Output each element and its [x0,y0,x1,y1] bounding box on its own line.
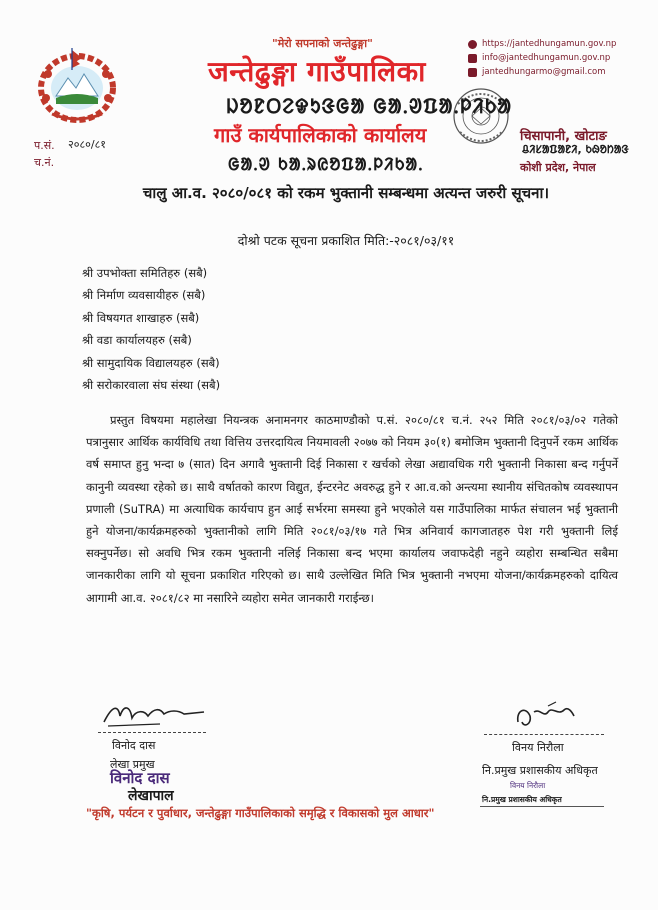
website-link[interactable]: https://jantedhungamun.gov.np [482,39,617,49]
province: कोशी प्रदेश, नेपाल [520,161,596,174]
admin-officer-name: विनय निरौला [512,741,564,754]
email-link[interactable]: info@jantedhungamun.gov.np [482,53,611,63]
gmail-row [468,65,616,79]
office-location-script: ᱪᱤᱥᱟᱯᱟᱱᱤ, ᱠᱷᱚᱴᱟᱝ [522,143,629,156]
body-paragraph: प्रस्तुत विषयमा महालेखा नियन्त्रक अनामनगर काठमाण्डौको प.सं. २०८०/८१ च.नं. २५२ मिति २०८१/०३/०२ गतेको पत्रानुसार आर्थिक कार्यविधि तथा वित्तिय उत्तरदायित्व नियमावली २०७७ को नियम ३०(१) बमोजिम भुक्तानी दिनुपर्ने रकम आर्थिक वर्ष समाप्त हुनु भन्दा ७ (सात) दिन अगावै भुक्तानी दिई निकासा र खर्चको लेखा अद्यावधिक गरी भुक्तानी निकासा बन्द गर्नुपर्ने कानुनी व्यवस्था रहेको छ। साथै वर्षातको कारण विद्युत, ईन्टरनेट अवरुद्ध हुने र आ.व.को अन्त्यमा स्थानीय संचितकोष व्यवस्थापन प्रणाली (SuTRA) मा अत्याधिक कार्यचाप हुन आई सर्भरमा समस्या हुने भएकोले यस गाउँपालिका मार्फत संचालन भई भुक्तानी हुने योजना/कार्यक्रमहरुको भुक्तानीको लागि मिति २०८१/०३/१७ गते भित्र अनिवार्य कागजातहरु पेश गरी भुक्तानी लिई सक्नुपर्नेछ। सो अवधि भित्र रकम भुक्तानी नलिई निकासा बन्द भएमा कार्यालय जवाफदेही नहुने व्यहोरा सम्बन्धित सबैमा जानकारीका लागि यो सूचना प्रकाशित गरिएको छ। साथै उल्लेखित मिति भित्र भुक्तानी नभएमा योजना/कार्यक्रमहरुको दायित्व आगामी आ.व. २०८१/८२ मा नसारिने व्यहोरा समेत जानकारी गराईन्छ। [86,413,618,605]
office-location: चिसापानी, खोटाङ [520,129,607,144]
ref-number-label: प.सं. [34,139,55,152]
recipient-item: श्री सामुदायिक विद्यालयहरु (सबै) [82,355,220,370]
nepal-emblem-icon [34,44,120,124]
signature-line [484,734,604,735]
accounts-chief-stamp-name: विनोद दास [110,769,170,787]
stamp-underline [480,806,604,807]
recipient-item: श्री सरोकारवाला संघ संस्था (सबै) [82,378,221,393]
footer-slogan: "कृषि, पर्यटन र पुर्वाधार, जन्तेढुङ्गा गाउँपालिकाको समृद्धि र विकासको मुल आधार" [86,806,435,820]
accounts-chief-stamp-title: लेखापाल [128,788,174,804]
mail-icon [468,54,477,63]
republish-date: दोश्रो पटक सूचना प्रकाशित मिति:-२०८१/०३/११ [237,233,455,248]
signature-line [98,732,206,733]
municipality-name-script: ᱡᱚᱱᱛᱮᱫᱩᱝᱜᱟ ᱜᱟᱹᱣᱯᱟᱹᱞᱤᱠᱟ [226,94,513,118]
motto: "मेरो सपनाको जन्तेढुङ्गा" [272,37,373,50]
admin-officer-signature-icon [512,700,578,734]
mail-icon [468,68,477,77]
admin-officer-title: नि.प्रमुख प्रशासकीय अधिकृत [482,764,598,777]
gmail-link[interactable]: jantedhungarmo@gmail.com [482,67,606,77]
globe-icon [468,40,477,49]
office-name-script: ᱜᱟᱹᱣ ᱠᱟᱹᱨᱭᱚᱯᱟᱹᱞᱤᱠᱟᱹ [228,155,424,175]
recipient-item: श्री विषयगत शाखाहरु (सबै) [82,310,200,325]
accounts-chief-title: लेखा प्रमुख [110,758,155,771]
dispatch-number-label: च.नं. [34,156,55,169]
contact-block [468,37,616,79]
recipient-item: श्री वडा कार्यालयहरु (सबै) [82,333,192,348]
website-row [468,37,616,51]
accounts-chief-signature-icon [100,696,210,730]
notice-subject: चालु आ.व. २०८०/०८१ को रकम भुक्तानी सम्बन्धमा अत्यन्त जरुरी सूचना। [142,184,550,202]
office-name: गाउँ कार्यपालिकाको कार्यालय [214,123,427,147]
ref-number-value: २०८०/८१ [68,138,107,151]
recipient-item: श्री निर्माण व्यवसायीहरु (सबै) [82,288,206,303]
recipient-item: श्री उपभोक्ता समितिहरु (सबै) [82,266,208,280]
admin-officer-stamp-title: नि.प्रमुख प्रशासकीय अधिकृत [482,795,562,804]
email-row [468,51,616,65]
admin-officer-stamp-name: विनय निरौला [510,781,546,790]
municipality-name: जन्तेढुङ्गा गाउँपालिका [208,55,426,88]
notice-body [86,409,618,609]
recipient-list [82,262,220,396]
accounts-chief-name: विनोद दास [112,739,156,752]
